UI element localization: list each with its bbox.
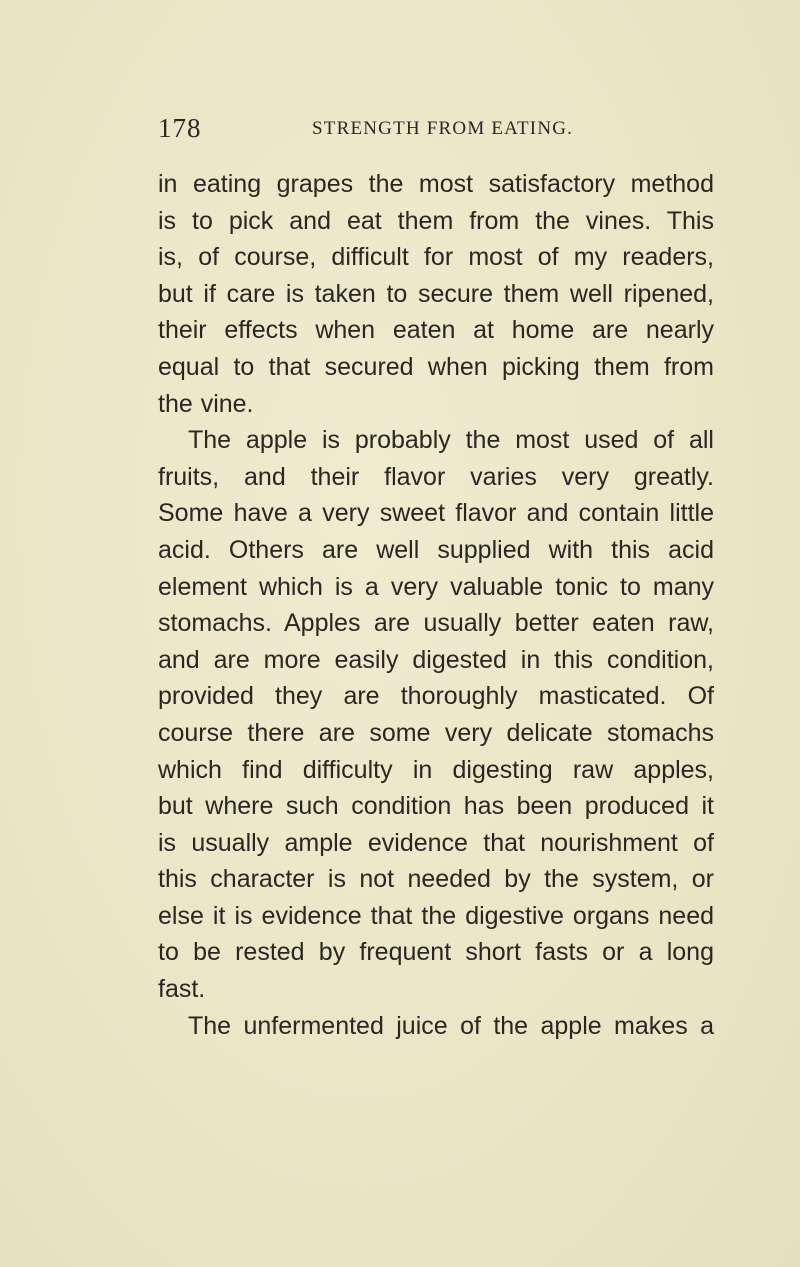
text-line: provided they are thoroughly masticated. Of [158, 682, 714, 711]
text-line: element which is a very valuable tonic to many [158, 572, 714, 601]
running-head: STRENGTH FROM EATING. [312, 118, 574, 139]
text-line: to be rested by frequent short fasts or a long [158, 938, 714, 967]
text-line: Some have a very sweet flavor and contain little [158, 499, 714, 528]
text-line: equal to that secured when picking them from [158, 352, 714, 381]
text-line: is, of course, difficult for most of my readers, [158, 243, 714, 272]
text-line: else it is evidence that the digestive organs need [158, 901, 714, 930]
text-line: fruits, and their flavor varies very greatly. [158, 462, 714, 491]
page-header [158, 112, 718, 144]
text-line: fast. [158, 975, 206, 1004]
text-line: course there are some very delicate stomachs [158, 718, 714, 747]
text-line: this character is not needed by the system, or [158, 865, 714, 894]
text-line: The apple is probably the most used of all [188, 426, 714, 455]
text-line: their effects when eaten at home are nearly [158, 316, 714, 345]
text-line: the vine. [158, 389, 254, 418]
text-line: in eating grapes the most satisfactory method [158, 170, 714, 198]
text-line: is to pick and eat them from the vines. This [158, 206, 714, 235]
text-line: which find difficulty in digesting raw apples, [158, 755, 714, 784]
text-line: and are more easily digested in this condition, [158, 645, 714, 674]
text-line: is usually ample evidence that nourishment of [158, 828, 714, 857]
page-number: 178 [158, 113, 202, 143]
text-line: acid. Others are well supplied with this acid [158, 535, 714, 564]
text-line: but where such condition has been produced it [158, 792, 714, 821]
body-text [158, 166, 714, 1044]
text-line: stomachs. Apples are usually better eaten raw, [158, 609, 714, 638]
text-line: but if care is taken to secure them well ripened, [158, 279, 714, 308]
text-line: The unfermented juice of the apple makes a [188, 1011, 714, 1040]
